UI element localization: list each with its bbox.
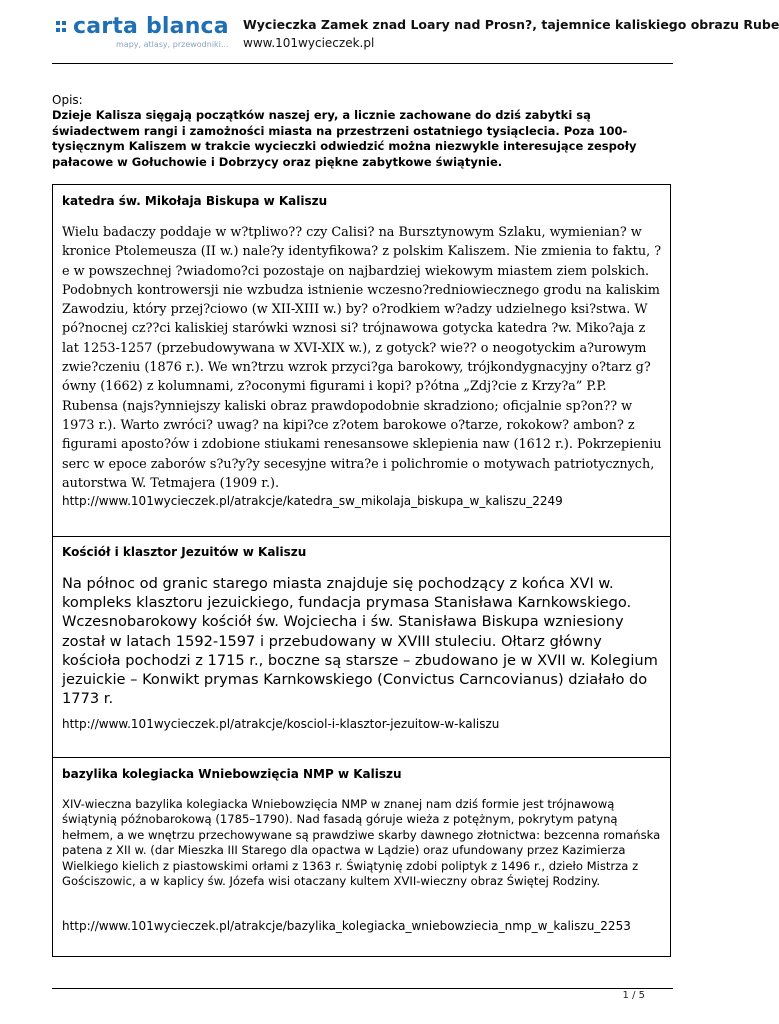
page-number: 1 / 5	[622, 990, 645, 1001]
site-url[interactable]: www.101wycieczek.pl	[243, 36, 375, 50]
attraction-description: XIV-wieczna bazylika kolegiacka Wniebowzięcia NMP w znanej nam dziś formie jest trójnawową świątynią późnobarokową (1785–1790). Nad fasadą góruje wieża z potężnym, pokrytym patyną hełmem, a we wnętrzu przechowywane są prawdziwe skarby dawnego złotnictwa: bezcenna romańska patena z XII w. (dar Mieszka III Starego dla opactwa w Lądzie) oraz ufundowany przez Kazimierza Wielkiego kielich z piastowskimi orłami z 1363 r. Świątynię zdobi poliptyk z 1496 r., dzieło Mistrza z Gościszowic, a w kaplicy św. Józefa wisi otaczany kultem XVII-wieczny obraz Świętej Rodziny.	[62, 797, 661, 889]
attraction-card	[52, 184, 671, 537]
attraction-card	[52, 757, 671, 957]
attraction-link[interactable]: http://www.101wycieczek.pl/atrakcje/katedra_sw_mikolaja_biskupa_w_kaliszu_2249	[62, 494, 563, 508]
logo-tagline: mapy, atlasy, przewodniki...	[116, 40, 229, 49]
attraction-description: Wielu badaczy poddaje w w?tpliwo?? czy Calisi? na Bursztynowym Szlaku, wymienian? w kronice Ptolemeusza (II w.) nale?y identyfikowa? z polskim Kaliszem. Nie zmienia to faktu, ?e w powszechnej ?wiadomo?ci pozostaje on najbardziej wiekowym miastem ziem polskich. Podobnych kontrowersji nie wzbudza istnienie wczesno?redniowiecznego grodu na kaliskim Zawodziu, który przej?ciowo (w XII-XIII w.) by? o?rodkiem w?adzy udzielnego ksi?stwa. W pó?nocnej cz??ci kaliskiej starówki wznosi si? trójnawowa gotycka katedra ?w. Miko?aja z lat 1253-1257 (przebudowywana w XVI-XIX w.), z gotyck? wie?? o neogotyckim a?urowym zwie?czeniu (1876 r.). We wn?trzu wzrok przyci?ga barokowy, trójkondygnacyjny o?tarz g?ówny (1662) z kolumnami, z?oconymi figurami i kopi? p?ótna „Zdj?cie z Krzy?a” P.P. Rubensa (najs?ynniejszy kaliski obraz prawdopodobnie skradziono; oficjalnie sp?on?? w 1973 r.). Warto zwróci? uwag? na kipi?ce z?otem barokowe o?tarze, rokokow? ambon? z figurami aposto?ów i zdobione stiukami renesansowe sklepienia naw (1612 r.). Pokrzepieniu serc w epoce zaborów s?u?y?y secesyjne witra?e i polichromie o motywach patriotycznych, autorstwa W. Tetmajera (1909 r.).	[62, 225, 662, 491]
attraction-card	[52, 536, 671, 758]
attraction-link[interactable]: http://www.101wycieczek.pl/atrakcje/kosciol-i-klasztor-jezuitow-w-kaliszu	[62, 717, 500, 731]
attraction-description: Na północ od granic starego miasta znajduje się pochodzący z końca XVI w. kompleks klasztoru jezuickiego, fundacja prymasa Stanisława Karnkowskiego. Wczesnobarokowy kościół św. Wojciecha i św. Stanisława Biskupa wzniesiony został w latach 1592-1597 i przebudowany w XVIII stuleciu. Ołtarz główny kościoła pochodzi z 1715 r., boczne są starsze – zbudowano je w XVII w. Kolegium jezuickie – Konwikt prymas Karnkowskiego (Convictus Carncovianus) działało do 1773 r.	[62, 575, 658, 708]
description-label: Opis:	[52, 93, 83, 107]
attraction-title: Kościół i klasztor Jezuitów w Kaliszu	[62, 545, 307, 559]
header-divider	[52, 63, 673, 64]
logo-text: carta blanca	[73, 14, 229, 39]
footer-divider	[52, 988, 673, 989]
page-header	[0, 0, 779, 62]
carta-blanca-logo[interactable]	[56, 14, 229, 54]
document-title: Wycieczka Zamek znad Loary nad Prosn?, tajemnice kaliskiego obrazu Rube	[243, 17, 779, 32]
attraction-link[interactable]: http://www.101wycieczek.pl/atrakcje/bazylika_kolegiacka_wniebowziecia_nmp_w_kaliszu_2253	[62, 919, 631, 933]
description-text: Dzieje Kalisza sięgają początków naszej ery, a licznie zachowane do dziś zabytki są świadectwem rangi i zamożności miasta na przestrzeni ostatniego tysiąclecia. Poza 100-tysięcznym Kaliszem w trakcie wycieczki odwiedzić można niezwykle interesujące zespoły pałacowe w Gołuchowie i Dobrzycy oraz piękne zabytkowe świątynie.	[52, 108, 637, 169]
attraction-title: bazylika kolegiacka Wniebowzięcia NMP w Kaliszu	[62, 767, 402, 781]
logo-dots-icon	[56, 18, 70, 34]
attraction-title: katedra św. Mikołaja Biskupa w Kaliszu	[62, 194, 328, 208]
